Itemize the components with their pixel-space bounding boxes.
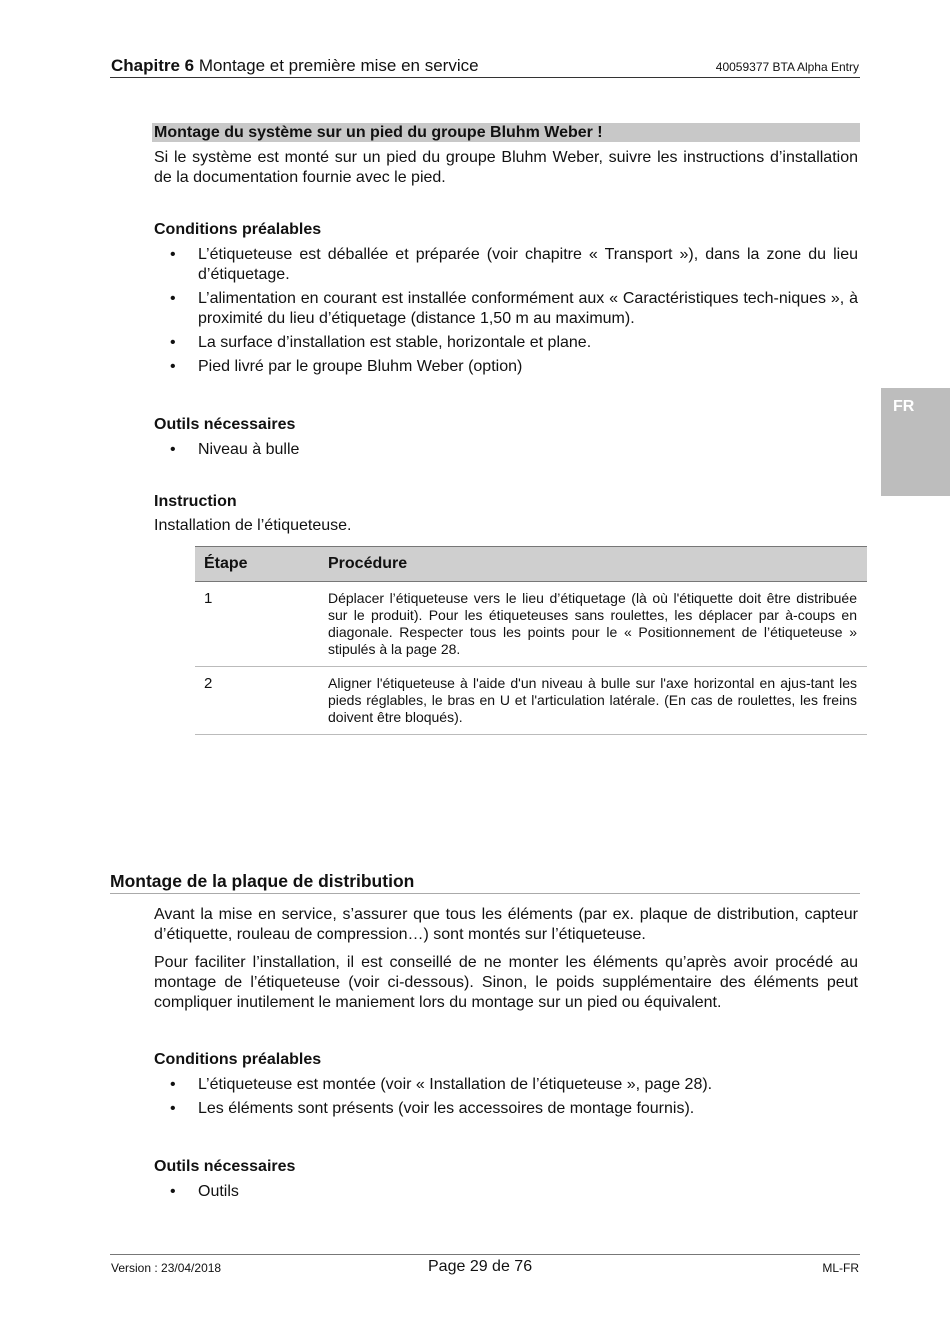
list-item: • Outils — [154, 1182, 858, 1202]
table-header-row — [195, 547, 867, 582]
column-header-step: Étape — [195, 547, 328, 582]
footer-divider — [110, 1254, 860, 1255]
language-tab-label: FR — [893, 398, 915, 415]
list-item: • Les éléments sont présents (voir les accessoires de montage fournis). — [154, 1099, 858, 1119]
step-procedure: Aligner l'étiqueteuse à l'aide d'un niveau à bulle sur l'axe horizontal en ajus-tant les pieds réglables, le bras en U et l'articulation latérale. (En cas de roulettes, les freins doivent être bloqués). — [328, 667, 867, 735]
chapter-number: Chapitre 6 — [111, 56, 195, 75]
step-procedure: Déplacer l’étiqueteuse vers le lieu d’étiquetage (là où l'étiquette doit être distribuée sur le produit). Pour les étiqueteuses sans roulettes, les déplacer par à-coups en diagonale. Respecter tous les points pour le « Positionnement de l’étiqueteuse » stipulés à la page 28. — [328, 582, 867, 667]
warning-title: Montage du système sur un pied du groupe Bluhm Weber ! — [154, 124, 603, 141]
list-item: • Niveau à bulle — [154, 440, 858, 460]
page-number: Page 29 de 76 — [428, 1258, 533, 1275]
language-tab — [881, 388, 950, 496]
list-item: • L’alimentation en courant est installée conformément aux « Caractéristiques tech-niques », à proximité du lieu d’étiquetage (distance 1,50 m au maximum). — [154, 289, 858, 329]
procedure-table — [195, 546, 867, 735]
header-divider — [110, 77, 860, 78]
prerequisites-heading: Conditions préalables — [154, 1051, 322, 1068]
document-reference: 40059377 BTA Alpha Entry — [715, 60, 859, 74]
warning-text: Si le système est monté sur un pied du groupe Bluhm Weber, suivre les instructions d’installation de la documentation fournie avec le pied. — [154, 149, 858, 186]
tools-heading: Outils nécessaires — [154, 1158, 296, 1175]
prerequisites-heading: Conditions préalables — [154, 221, 322, 238]
chapter-title: Montage et première mise en service — [198, 56, 479, 75]
table-row — [195, 582, 867, 667]
section-paragraph: Pour faciliter l’installation, il est conseillé de ne monter les éléments qu’après avoir procédé au montage de l’étiqueteuse (voir ci-dessous). Sinon, le poids supplémentaire des éléments peut compliquer inutilement le maniement lors du montage sur un pied ou équivalent. — [154, 954, 858, 1011]
column-header-procedure: Procédure — [328, 547, 867, 582]
tools-heading: Outils nécessaires — [154, 416, 296, 433]
tools-list — [154, 1182, 858, 1206]
section-paragraph: Avant la mise en service, s’assurer que tous les éléments (par ex. plaque de distribution, capteur d’étiquette, rouleau de compression…) sont montés sur l’étiqueteuse. — [154, 906, 858, 943]
version-date: Version : 23/04/2018 — [111, 1261, 222, 1275]
chapter-header — [111, 56, 479, 76]
section-divider — [110, 893, 860, 894]
step-number: 2 — [195, 667, 328, 735]
language-code: ML-FR — [822, 1261, 859, 1275]
prerequisites-list — [154, 1075, 858, 1123]
instruction-heading: Instruction — [154, 493, 237, 510]
tools-list — [154, 440, 858, 464]
list-item: • L’étiqueteuse est montée (voir « Installation de l’étiqueteuse », page 28). — [154, 1075, 858, 1095]
list-item: • La surface d’installation est stable, horizontale et plane. — [154, 333, 858, 353]
step-number: 1 — [195, 582, 328, 667]
list-item: • Pied livré par le groupe Bluhm Weber (option) — [154, 357, 858, 377]
prerequisites-list — [154, 245, 858, 381]
list-item: • L’étiqueteuse est déballée et préparée (voir chapitre « Transport »), dans la zone du lieu d’étiquetage. — [154, 245, 858, 285]
table-row — [195, 667, 867, 735]
section-title: Montage de la plaque de distribution — [110, 871, 415, 891]
instruction-text: Installation de l’étiqueteuse. — [154, 517, 352, 534]
